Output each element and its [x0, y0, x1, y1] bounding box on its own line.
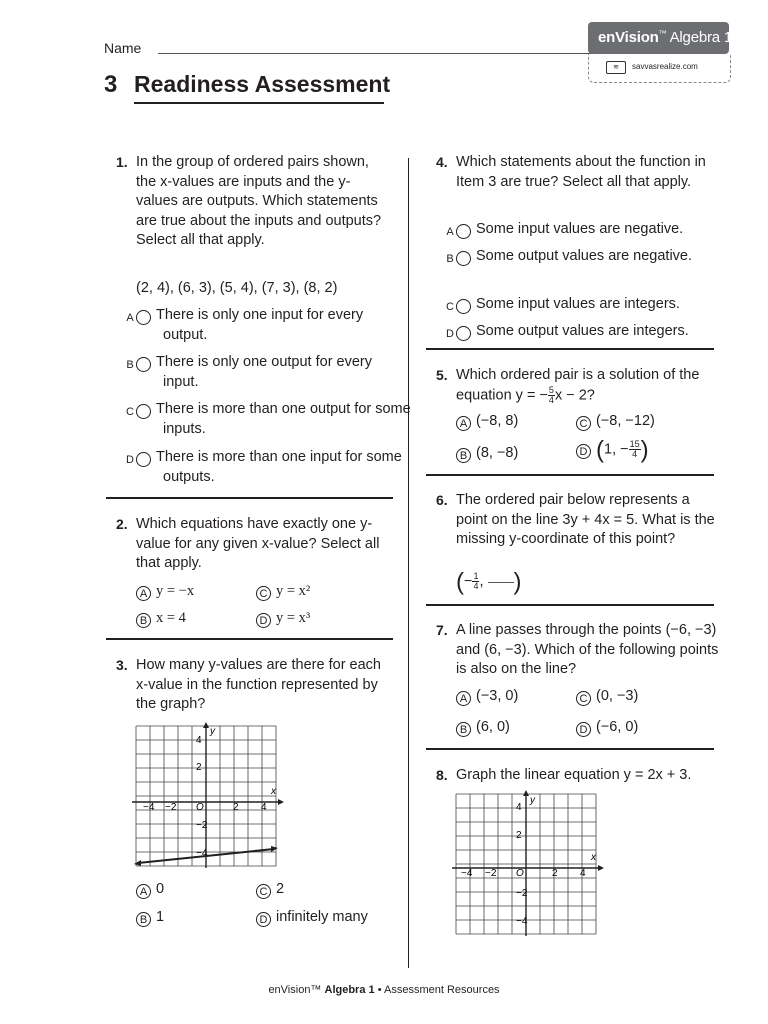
- q3-option-d[interactable]: D infinitely many: [256, 908, 368, 928]
- q3-graph: [132, 722, 284, 872]
- q2-number: 2.: [116, 516, 128, 532]
- q5-number: 5.: [436, 367, 448, 383]
- tick-label: −4: [143, 802, 155, 813]
- separator: [106, 497, 393, 499]
- q7-text: A line passes through the points (−6, −3) and (6, −3). Which of the following points is also on the line?: [456, 622, 719, 678]
- page-title: Readiness Assessment: [134, 71, 391, 97]
- tick-label: 4: [196, 735, 202, 746]
- q4-option-a[interactable]: A Some input values are negative.: [446, 221, 684, 238]
- q2-option-d[interactable]: D y = x³: [256, 609, 310, 629]
- q4-option-b[interactable]: B Some output values are negative.: [446, 248, 693, 265]
- q8-number: 8.: [436, 767, 448, 783]
- q2-option-c[interactable]: C y = x²: [256, 582, 310, 602]
- q6-text: The ordered pair below represents a point on the line 3y + 4x = 5. What is the missing y-coordinate of this point?: [456, 492, 715, 548]
- tick-label: 4: [516, 802, 522, 813]
- separator: [426, 474, 714, 476]
- q6-number: 6.: [436, 492, 448, 508]
- q1-text: In the group of ordered pairs shown, the x-values are inputs and the y-values are outputs. Which statements are true about the inputs and outputs? Select all that apply.: [136, 154, 382, 249]
- q7-number: 7.: [436, 622, 448, 638]
- tick-label: 4: [261, 802, 267, 813]
- tick-label: −2: [516, 888, 528, 899]
- q3-number: 3.: [116, 657, 128, 673]
- name-write-line[interactable]: [158, 53, 593, 54]
- tick-label: 4: [580, 868, 586, 879]
- origin-label: O: [196, 802, 204, 813]
- q3-option-b[interactable]: B 1: [136, 908, 164, 928]
- separator: [106, 638, 393, 640]
- q7-option-c[interactable]: C (0, −3): [576, 687, 638, 707]
- q5-option-c[interactable]: C (−8, −12): [576, 412, 655, 432]
- origin-label: O: [516, 868, 524, 879]
- name-label: Name: [104, 40, 142, 56]
- q4-text: Which statements about the function in Item 3 are true? Select all that apply.: [456, 154, 706, 190]
- separator: [426, 348, 714, 350]
- q7-option-b[interactable]: B (6, 0): [456, 718, 510, 738]
- q1-option-a[interactable]: A There is only one input for every output.: [126, 307, 364, 343]
- tick-label: −2: [196, 820, 208, 831]
- q1-option-b[interactable]: B There is only one output for every input.: [126, 354, 373, 390]
- separator: [426, 748, 714, 750]
- x-axis-label: x: [591, 852, 596, 863]
- q5-option-d[interactable]: D (1, − $\frac{15}{4}$ ): [576, 440, 649, 460]
- chapter-number: 3: [104, 71, 118, 98]
- q5-text: Which ordered pair is a solution of the equation y = − $\frac{5}{4}$ x − 2?: [456, 367, 700, 405]
- wifi-icon: ≋: [606, 61, 626, 74]
- q2-option-b[interactable]: B x = 4: [136, 609, 186, 629]
- q1-option-c[interactable]: C There is more than one output for some inputs.: [126, 401, 411, 437]
- tick-label: 2: [196, 762, 202, 773]
- q4-option-c[interactable]: C Some input values are integers.: [446, 296, 680, 313]
- y-axis-label: y: [210, 726, 215, 737]
- tick-label: −4: [196, 848, 208, 859]
- q6-ordered-pair: (− $\frac{1}{4}$ , ): [456, 568, 522, 596]
- brand-text: enVision™ Algebra 1: [598, 29, 733, 46]
- tick-label: −2: [485, 868, 497, 879]
- q4-option-d[interactable]: D Some output values are integers.: [446, 323, 689, 340]
- q7-option-a[interactable]: A (−3, 0): [456, 687, 518, 707]
- q5-option-a[interactable]: A (−8, 8): [456, 412, 518, 432]
- q3-option-c[interactable]: C 2: [256, 880, 284, 900]
- tick-label: 2: [552, 868, 558, 879]
- q6-answer-blank[interactable]: [488, 582, 514, 583]
- tick-label: −2: [165, 802, 177, 813]
- q1-pairs: (2, 4), (6, 3), (5, 4), (7, 3), (8, 2): [136, 280, 338, 296]
- q3-text: How many y-values are there for each x-value in the function represented by the graph?: [136, 657, 381, 713]
- tick-label: 2: [516, 830, 522, 841]
- tick-label: 2: [233, 802, 239, 813]
- y-axis-label: y: [530, 795, 535, 806]
- q4-number: 4.: [436, 154, 448, 170]
- q2-option-a[interactable]: A y = −x: [136, 582, 194, 602]
- site-url: savvasrealize.com: [632, 62, 698, 71]
- q8-graph-grid[interactable]: [452, 790, 604, 940]
- q3-option-a[interactable]: A 0: [136, 880, 164, 900]
- separator: [426, 604, 714, 606]
- q8-text: Graph the linear equation y = 2x + 3.: [456, 767, 692, 783]
- q1-number: 1.: [116, 154, 128, 170]
- q2-text: Which equations have exactly one y-value for any given x-value? Select all that apply.: [136, 516, 380, 572]
- x-axis-label: x: [271, 786, 276, 797]
- column-divider: [408, 158, 409, 968]
- title-underline: [134, 102, 384, 104]
- page-footer: enVision™ Algebra 1 • Assessment Resources: [268, 984, 500, 996]
- tick-label: −4: [461, 868, 473, 879]
- q5-option-b[interactable]: B (8, −8): [456, 444, 518, 464]
- q7-option-d[interactable]: D (−6, 0): [576, 718, 638, 738]
- tick-label: −4: [516, 916, 528, 927]
- q1-option-d[interactable]: D There is more than one input for some outputs.: [126, 449, 402, 485]
